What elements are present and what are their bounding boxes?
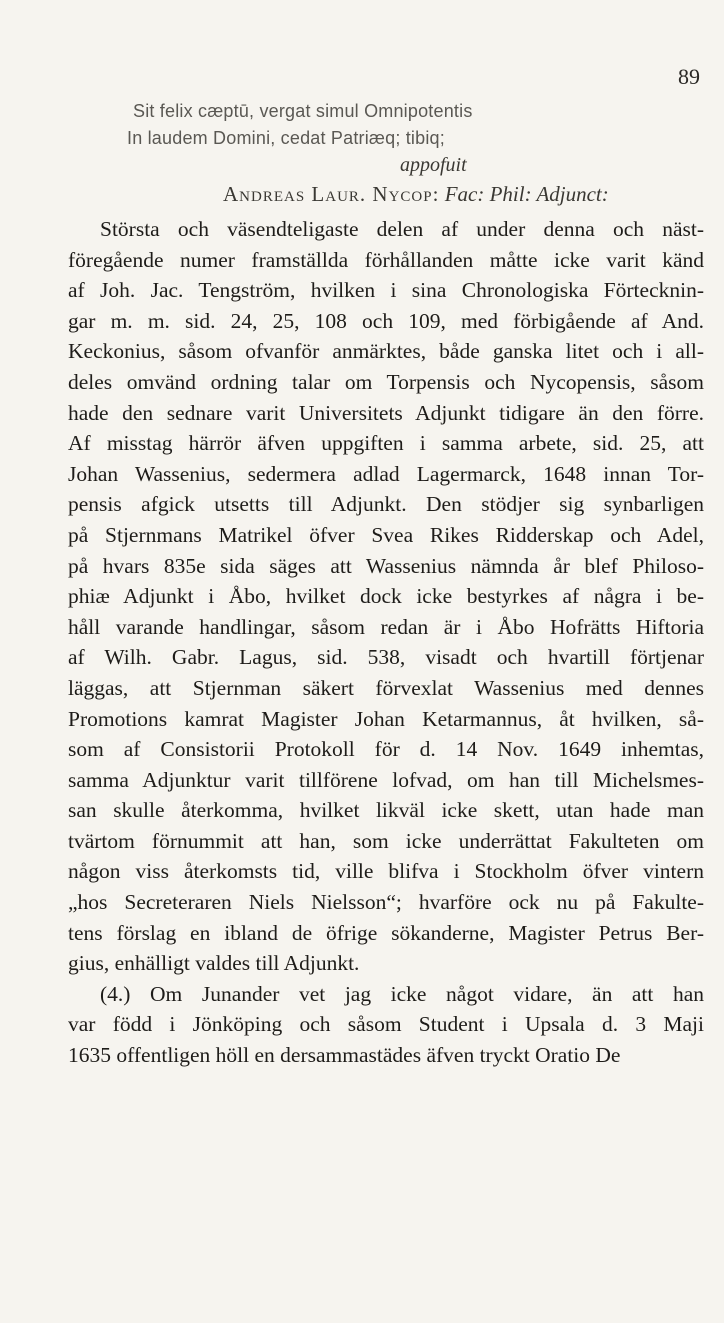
body-line: af Joh. Jac. Tengström, hvilken i sina Chronologiska Förtecknin- bbox=[68, 278, 704, 303]
body-line: läggas, att Stjernman säkert förvexlat Wassenius med dennes bbox=[68, 675, 704, 700]
body-line: „hos Secreteraren Niels Nielsson“; hvarföre ock nu på Fakulte- bbox=[68, 890, 704, 915]
body-line: hade den sednare varit Universitets Adjunkt tidigare än den förre. bbox=[68, 400, 704, 425]
body-line: phiæ Adjunkt i Åbo, hvilket dock icke bestyrkes af några i be- bbox=[68, 584, 704, 609]
body-line: gius, enhälligt valdes till Adjunkt. bbox=[68, 951, 360, 976]
body-line: Keckonius, såsom ofvanför anmärktes, både ganska litet och i all- bbox=[68, 339, 704, 364]
signature-title: Fac: Phil: Adjunct: bbox=[444, 182, 609, 206]
body-line: Största och väsendteligaste delen af under denna och näst- bbox=[100, 217, 704, 241]
body-line: deles omvänd ordning talar om Torpensis och Nycopensis, såsom bbox=[68, 369, 704, 394]
body-line: håll varande handlingar, såsom redan är i Åbo Hofrätts Hiftoria bbox=[68, 614, 704, 639]
body-line: Johan Wassenius, sedermera adlad Lagermarck, 1648 innan Tor- bbox=[68, 461, 704, 486]
body-line: af Wilh. Gabr. Lagus, sid. 538, visadt och hvartill förtjenar bbox=[68, 645, 704, 670]
verse-line-2: In laudem Domini, cedat Patriæq; tibiq; bbox=[127, 128, 445, 148]
body-line: någon viss återkomsts tid, ville blifva i Stockholm öfver vintern bbox=[68, 859, 704, 884]
body-line: som af Consistorii Protokoll för d. 14 Nov. 1649 inhemtas, bbox=[68, 737, 704, 762]
body-line: tens förslag en ibland de öfrige sökanderne, Magister Petrus Ber- bbox=[68, 920, 704, 945]
signature-name: Andreas Laur. Nycop: bbox=[223, 182, 440, 206]
body-line: Promotions kamrat Magister Johan Ketarmannus, åt hvilken, så- bbox=[68, 706, 704, 731]
body-line: på hvars 835e sida säges att Wassenius nämnda år blef Philoso- bbox=[68, 553, 704, 578]
verse-signature bbox=[223, 182, 609, 207]
body-line: san skulle återkomma, hvilket likväl icke skett, utan hade man bbox=[68, 798, 704, 823]
verse-appofuit: appofuit bbox=[400, 154, 467, 176]
body-line: gar m. m. sid. 24, 25, 108 och 109, med förbigående af And. bbox=[68, 308, 704, 333]
body-line: 1635 offentligen höll en dersammastädes äfven tryckt Oratio De bbox=[68, 1043, 621, 1068]
body-line: föregående numer framställda förhållanden måtte icke varit känd bbox=[68, 247, 704, 272]
body-text bbox=[68, 214, 704, 1071]
body-line: tvärtom förnummit att han, som icke underrättat Fakulteten om bbox=[68, 828, 704, 853]
page-number: 89 bbox=[678, 64, 700, 89]
body-line: Af misstag härrör äfven uppgiften i samma arbete, sid. 25, att bbox=[68, 431, 704, 456]
verse-line-1: Sit felix cæptū, vergat simul Omnipotentis bbox=[133, 101, 473, 121]
body-line: på Stjernmans Matrikel öfver Svea Rikes Ridderskap och Adel, bbox=[68, 522, 704, 547]
body-line: samma Adjunktur varit tillförene lofvad, om han till Michelsmes- bbox=[68, 767, 704, 792]
body-line: pensis afgick utsetts till Adjunkt. Den stödjer sig synbarligen bbox=[68, 492, 704, 517]
body-line: (4.) Om Junander vet jag icke något vidare, än att han bbox=[100, 981, 704, 1006]
body-line: var född i Jönköping och såsom Student i Upsala d. 3 Maji bbox=[68, 1012, 704, 1037]
